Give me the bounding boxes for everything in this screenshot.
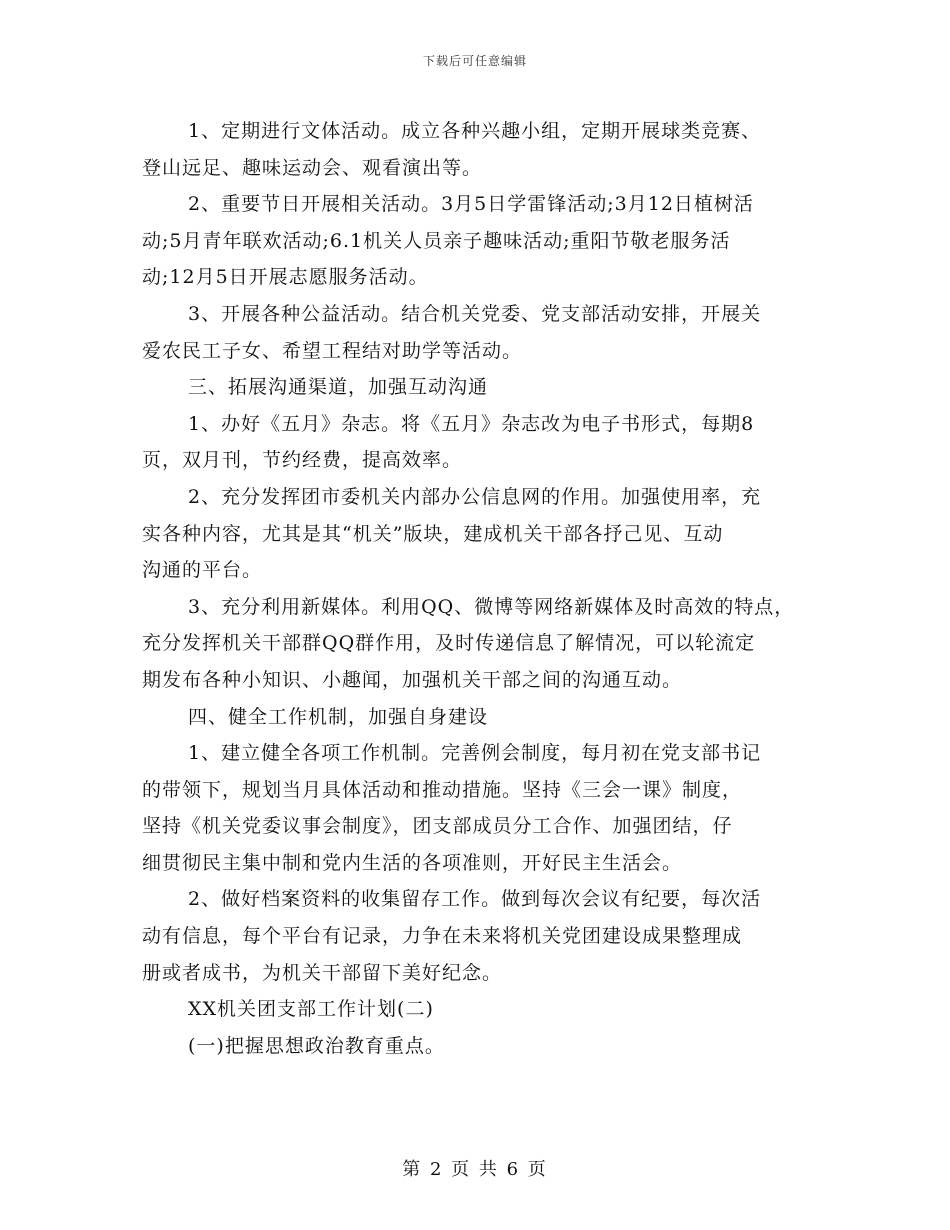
paragraph-3 [142, 296, 812, 369]
page-number: 第 2 页 共 6 页 [402, 1159, 548, 1180]
paragraph-6 [142, 479, 812, 589]
page-header: 下载后可任意编辑 [422, 54, 527, 68]
section-heading-3 [142, 369, 812, 406]
text-line: 充分发挥机关干部群QQ群作用，及时传递信息了解情况，可以轮流定 [142, 632, 756, 655]
paragraph-9 [142, 735, 812, 881]
text-line: 动;12月5日开展志愿服务活动。 [142, 266, 429, 289]
plan-title [142, 991, 812, 1028]
text-line: 实各种内容，尤其是其“机关”版块，建成机关干部各抒己见、互动 [142, 522, 724, 545]
text-line: 期发布各种小知识、小趣闻，加强机关干部之间的沟通互动。 [142, 668, 683, 691]
subheading-1 [142, 1028, 812, 1065]
paragraph-1 [142, 113, 812, 186]
paragraph-2 [142, 186, 812, 296]
text-line: 细贯彻民主集中制和党内生活的各项准则，开好民主生活会。 [142, 851, 683, 874]
text-line: 动有信息，每个平台有记录，力争在未来将机关党团建设成果整理成 [142, 925, 743, 948]
text-line: 坚持《机关党委议事会制度》，团支部成员分工合作、加强团结，仔 [142, 815, 733, 838]
text-line: 登山远足、趣味运动会、观看演出等。 [142, 156, 483, 179]
heading-line: XX机关团支部工作计划(二) [188, 998, 434, 1021]
text-line: 爱农民工子女、希望工程结对助学等活动。 [142, 339, 523, 362]
heading-line: 四、健全工作机制，加强自身建设 [188, 705, 489, 728]
text-line: 2、重要节日开展相关活动。3月5日学雷锋活动;3月12日植树活 [188, 193, 754, 216]
document-body [142, 113, 812, 1064]
text-line: 1、定期进行文体活动。成立各种兴趣小组，定期开展球类竞赛、 [188, 120, 762, 142]
paragraph-5 [142, 406, 812, 479]
text-line: 册或者成书，为机关干部留下美好纪念。 [142, 961, 503, 984]
text-line: 2、做好档案资料的收集留存工作。做到每次会议有纪要，每次活 [188, 888, 762, 911]
text-line: 1、建立健全各项工作机制。完善例会制度，每月初在党支部书记 [188, 742, 762, 765]
text-line: 2、充分发挥团市委机关内部办公信息网的作用。加强使用率，充 [188, 485, 762, 508]
text-line: 1、办好《五月》杂志。将《五月》杂志改为电子书形式，每期8 [188, 412, 755, 435]
paragraph-10 [142, 881, 812, 991]
text-line: 页，双月刊，节约经费，提高效率。 [142, 449, 463, 472]
section-heading-4 [142, 699, 812, 736]
text-line: 沟通的平台。 [142, 559, 263, 582]
text-line: 3、充分利用新媒体。利用QQ、微博等网络新媒体及时高效的特点， [188, 595, 795, 618]
paragraph-7 [142, 589, 812, 699]
text-line: 3、开展各种公益活动。结合机关党委、党支部活动安排，开展关 [188, 302, 762, 325]
text-line: 的带领下，规划当月具体活动和推动措施。坚持《三会一课》制度， [142, 778, 743, 801]
text-line: 动;5月青年联欢活动;6.1机关人员亲子趣味活动;重阳节敬老服务活 [142, 229, 731, 252]
heading-line: 三、拓展沟通渠道，加强互动沟通 [188, 376, 489, 399]
heading-line: (一)把握思想政治教育重点。 [188, 1034, 445, 1057]
